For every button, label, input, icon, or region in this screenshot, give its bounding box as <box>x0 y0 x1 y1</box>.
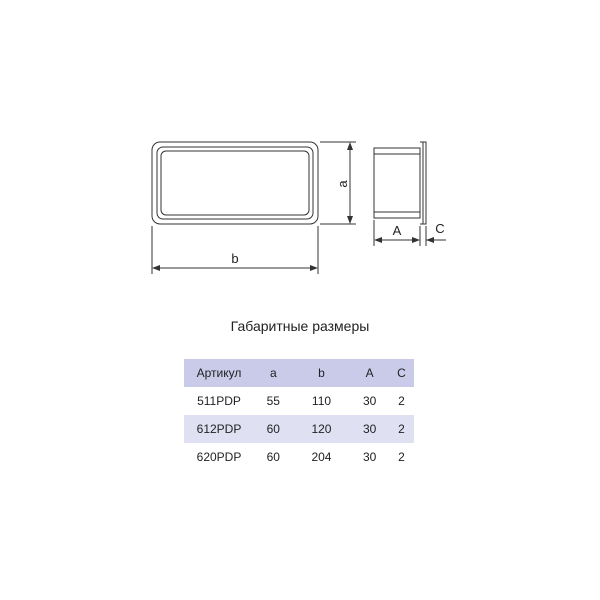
cell-A: 30 <box>362 450 377 464</box>
cell-a: 60 <box>266 422 280 436</box>
cell-a: 60 <box>266 450 280 464</box>
cell-b: 204 <box>311 450 332 464</box>
table-row <box>184 415 414 443</box>
label-A: A <box>392 223 402 238</box>
front-outer-frame <box>152 142 318 224</box>
cell-article: 620PDP <box>196 450 242 464</box>
header-C: C <box>397 366 406 380</box>
cell-a: 55 <box>266 394 280 408</box>
header-A: A <box>365 366 374 380</box>
cell-article: 511PDP <box>197 394 241 408</box>
table-row <box>184 443 414 471</box>
table-row <box>184 387 414 415</box>
dimensions-table <box>184 359 414 471</box>
header-b: b <box>318 366 325 380</box>
cell-b: 120 <box>311 422 332 436</box>
side-body <box>374 148 420 218</box>
cell-b: 110 <box>311 394 332 408</box>
cell-A: 30 <box>362 422 377 436</box>
table-title: Габаритные размеры <box>230 318 370 334</box>
header-article: Артикул <box>196 366 242 380</box>
cell-C: 2 <box>398 394 405 408</box>
front-inner-frame <box>157 147 313 219</box>
header-a: a <box>269 366 277 380</box>
label-a: a <box>335 180 350 188</box>
label-C: C <box>435 221 445 236</box>
cell-C: 2 <box>398 450 405 464</box>
cell-article: 612PDP <box>196 422 242 436</box>
table-header-row <box>184 359 414 387</box>
cell-A: 30 <box>362 394 377 408</box>
cell-C: 2 <box>398 422 405 436</box>
label-b: b <box>231 251 239 266</box>
front-inner-opening <box>161 151 309 215</box>
